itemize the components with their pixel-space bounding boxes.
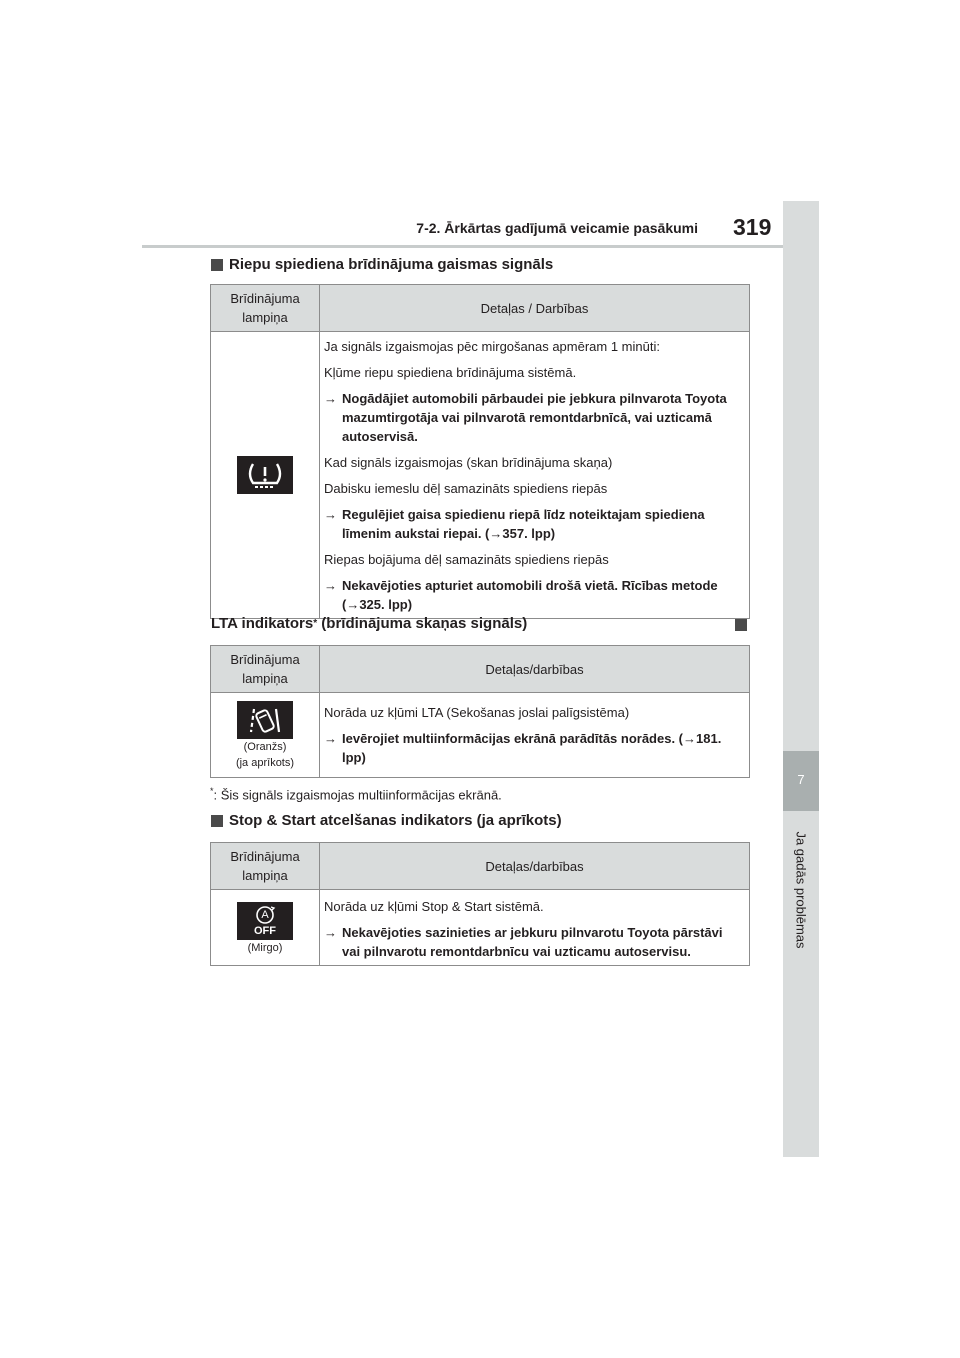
action-line: → Ievērojiet multiinformācijas ekrānā parādītās norādes. (→181. lpp) bbox=[324, 731, 722, 765]
lamp-cell bbox=[211, 693, 320, 778]
col-lamp-header: Brīdinājuma lampiņa bbox=[211, 843, 320, 890]
detail-line: Norāda uz kļūmi LTA (Sekošanas joslai palīgsistēma) bbox=[324, 705, 630, 720]
action-line: → Nogādājiet automobili pārbaudei pie jebkura pilnvarota Toyota mazumtirgotāja vai pilnvarotā remontdarbnīcā, vai uzticamā autoservisā. bbox=[324, 391, 727, 444]
stop-start-off-icon: A OFF bbox=[237, 902, 293, 940]
side-strip bbox=[783, 201, 819, 1157]
col-lamp-header: Brīdinājuma lampiņa bbox=[211, 646, 320, 693]
chapter-label: Ja gadās problēmas bbox=[793, 831, 809, 949]
page-number: 319 bbox=[733, 214, 772, 240]
details-cell bbox=[320, 890, 750, 966]
lamp-caption: (Mirgo) bbox=[247, 941, 283, 954]
detail-line: Dabisku iemeslu dēļ samazināts spiediens riepās bbox=[324, 481, 608, 496]
tire-pressure-table bbox=[210, 284, 750, 619]
action-line: → Regulējiet gaisa spiedienu riepā līdz noteiktajam spiediena līmenim aukstai riepai. (→357. lpp) bbox=[324, 507, 705, 541]
col-details-header: Detaļas/darbības bbox=[320, 646, 750, 693]
action-line: → Nekavējoties apturiet automobili drošā vietā. Rīcības metode (→325. lpp) bbox=[324, 578, 718, 612]
lane-departure-warning-icon bbox=[237, 701, 293, 739]
details-cell bbox=[320, 332, 750, 619]
col-details-header: Detaļas / Darbības bbox=[320, 285, 750, 332]
chapter-number: 7 bbox=[797, 772, 805, 787]
stop-start-table bbox=[210, 842, 750, 966]
detail-line: Riepas bojājuma dēļ samazināts spiediens riepās bbox=[324, 552, 609, 567]
square-bullet-icon bbox=[211, 259, 223, 271]
detail-line: Norāda uz kļūmi Stop & Start sistēmā. bbox=[324, 899, 544, 914]
square-bullet-icon bbox=[211, 815, 223, 827]
section-title-stop-start: Stop & Start atcelšanas indikators (ja aprīkots) bbox=[211, 812, 562, 829]
col-lamp-header: Brīdinājuma lampiņa bbox=[211, 285, 320, 332]
lamp-caption: (ja aprīkots) bbox=[235, 757, 295, 769]
col-details-header: Detaļas/darbības bbox=[320, 843, 750, 890]
lamp-cell bbox=[211, 890, 320, 966]
action-line: → Nekavējoties sazinieties ar jebkuru pilnvarotu Toyota pārstāvi vai pilnvarotu remontdarbnīcu vai uzticamu autoservisu. bbox=[324, 925, 723, 959]
section-title-tire-pressure: Riepu spiediena brīdinājuma gaismas signāls bbox=[211, 256, 553, 273]
header-rule bbox=[142, 245, 783, 248]
detail-line: Kad signāls izgaismojas (skan brīdinājuma skaņa) bbox=[324, 455, 613, 470]
detail-line: Ja signāls izgaismojas pēc mirgošanas apmēram 1 minūti: bbox=[324, 339, 660, 354]
tire-pressure-warning-icon bbox=[237, 456, 293, 494]
lta-table bbox=[210, 645, 750, 778]
details-cell bbox=[320, 693, 750, 778]
section-title-lta: LTA indikators * (brīdinājuma skaņas signāls) bbox=[211, 615, 528, 632]
lamp-caption: (Oranžs) bbox=[243, 741, 287, 753]
square-bullet-icon bbox=[735, 619, 747, 631]
detail-line: Kļūme riepu spiediena brīdinājuma sistēmā. bbox=[324, 365, 577, 380]
running-header: 7-2. Ārkārtas gadījumā veicamie pasākumi bbox=[416, 220, 698, 236]
lamp-cell bbox=[211, 332, 320, 619]
footnote: *: Šis signāls izgaismojas multiinformācijas ekrānā. bbox=[210, 786, 502, 803]
